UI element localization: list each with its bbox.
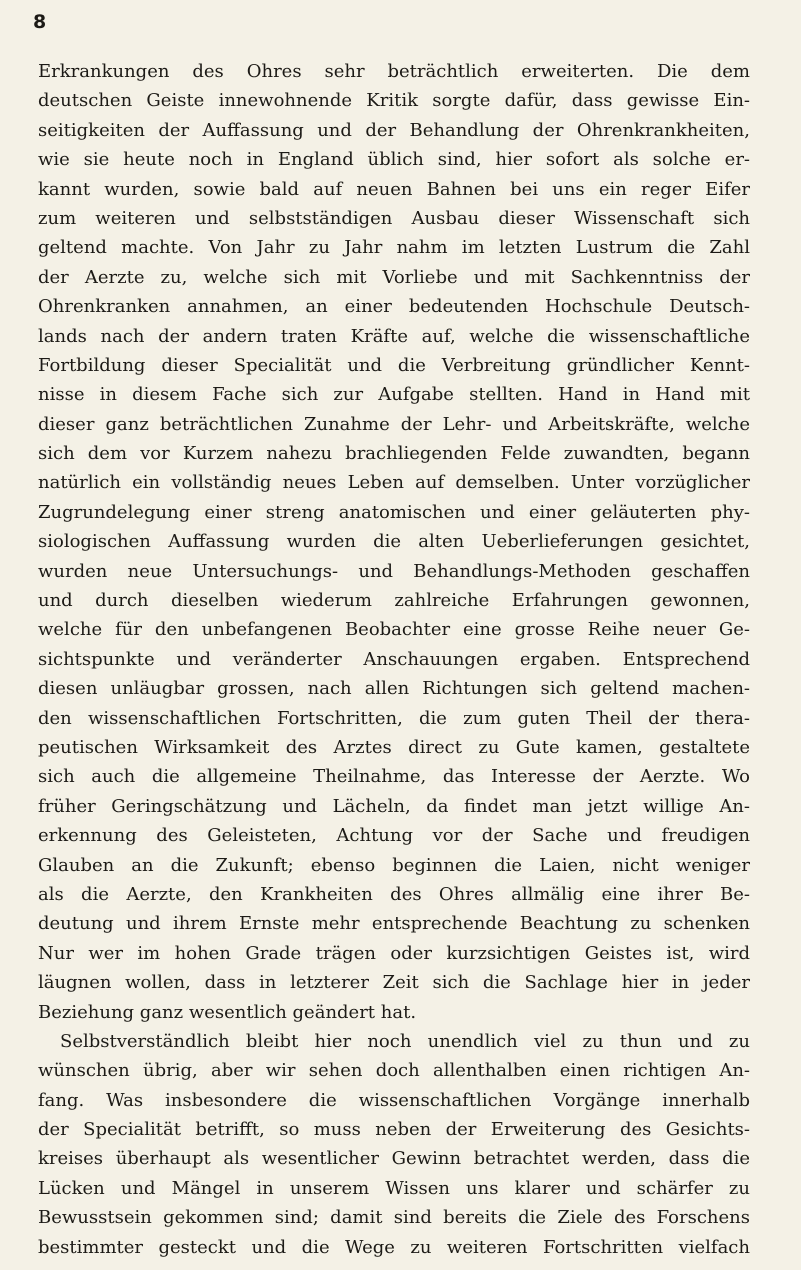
text-line: Lücken und Mängel in unserem Wissen uns klarer und schärfer zu — [38, 1177, 750, 1199]
body-text — [38, 57, 750, 1262]
text-line: Nur wer im hohen Grade trägen oder kurzsichtigen Geistes ist, wird — [38, 942, 750, 964]
text-line: peutischen Wirksamkeit des Arztes direct zu Gute kamen, gestaltete — [38, 736, 750, 758]
text-line: Fortbildung dieser Specialität und die Verbreitung gründlicher Kennt- — [38, 354, 750, 376]
text-line: der Aerzte zu, welche sich mit Vorliebe und mit Sachkenntniss der — [38, 266, 750, 288]
text-line: geltend machte. Von Jahr zu Jahr nahm im letzten Lustrum die Zahl — [38, 237, 750, 259]
text-line: sichtspunkte und veränderter Anschauungen ergaben. Entsprechend — [38, 648, 750, 670]
text-line: diesen unläugbar grossen, nach allen Richtungen sich geltend machen- — [38, 678, 750, 700]
text-line: dieser ganz beträchtlichen Zunahme der Lehr- und Arbeitskräfte, welche — [38, 413, 750, 435]
text-line: Glauben an die Zukunft; ebenso beginnen die Laien, nicht weniger — [38, 854, 750, 876]
text-line: Beziehung ganz wesentlich geändert hat. — [38, 1001, 417, 1023]
text-line: bestimmter gesteckt und die Wege zu weiteren Fortschritten vielfach — [38, 1236, 750, 1258]
text-line: nisse in diesem Fache sich zur Aufgabe stellten. Hand in Hand mit — [38, 384, 750, 406]
text-line: läugnen wollen, dass in letzterer Zeit sich die Sachlage hier in jeder — [38, 972, 750, 994]
text-line: Erkrankungen des Ohres sehr beträchtlich erweiterten. Die dem — [38, 61, 750, 82]
text-line: siologischen Auffassung wurden die alten Ueberlieferungen gesichtet, — [38, 531, 750, 553]
text-line: sich auch die allgemeine Theilnahme, das Interesse der Aerzte. Wo — [38, 766, 750, 788]
text-line: wie sie heute noch in England üblich sind, hier sofort als solche er- — [38, 149, 750, 171]
text-line: früher Geringschätzung und Lächeln, da findet man jetzt willige An- — [38, 795, 750, 817]
paragraph-2 — [38, 1027, 750, 1262]
text-line: erkennung des Geleisteten, Achtung vor der Sache und freudigen — [38, 825, 750, 847]
text-line: Bewusstsein gekommen sind; damit sind bereits die Ziele des Forschens — [38, 1207, 750, 1229]
text-line: als die Aerzte, den Krankheiten des Ohres allmälig eine ihrer Be- — [38, 883, 750, 905]
text-line: sich dem vor Kurzem nahezu brachliegenden Felde zuwandten, begann — [38, 443, 750, 465]
text-line: wünschen übrig, aber wir sehen doch allenthalben einen richtigen An- — [38, 1060, 750, 1082]
text-line: kreises überhaupt als wesentlicher Gewinn betrachtet werden, dass die — [38, 1148, 750, 1170]
text-line: deutung und ihrem Ernste mehr entsprechende Beachtung zu schenken — [38, 913, 750, 935]
text-line: der Specialität betrifft, so muss neben der Erweiterung des Gesichts- — [38, 1119, 750, 1141]
text-line: Zugrundelegung einer streng anatomischen und einer geläuterten phy- — [38, 501, 750, 523]
text-line: lands nach der andern traten Kräfte auf, welche die wissenschaftliche — [38, 325, 750, 347]
text-line: Selbstverständlich bleibt hier noch unendlich viel zu thun und zu — [60, 1030, 750, 1052]
text-line: Ohrenkranken annahmen, an einer bedeutenden Hochschule Deutsch- — [38, 296, 750, 318]
text-line: natürlich ein vollständig neues Leben auf demselben. Unter vorzüglicher — [38, 472, 750, 494]
text-line: wurden neue Untersuchungs- und Behandlungs-Methoden geschaffen — [38, 560, 750, 582]
text-line: den wissenschaftlichen Fortschritten, die zum guten Theil der thera- — [38, 707, 750, 729]
text-line: kannt wurden, sowie bald auf neuen Bahnen bei uns ein reger Eifer — [38, 178, 750, 200]
text-line: und durch dieselben wiederum zahlreiche Erfahrungen gewonnen, — [38, 590, 750, 612]
page-number: 8 — [33, 11, 47, 33]
text-line: zum weiteren und selbstständigen Ausbau dieser Wissenschaft sich — [38, 207, 750, 229]
paragraph-1 — [38, 57, 750, 1027]
text-line: fang. Was insbesondere die wissenschaftlichen Vorgänge innerhalb — [38, 1089, 750, 1111]
text-line: seitigkeiten der Auffassung und der Behandlung der Ohrenkrankheiten, — [38, 119, 750, 141]
text-line: deutschen Geiste innewohnende Kritik sorgte dafür, dass gewisse Ein- — [38, 90, 750, 112]
text-line: welche für den unbefangenen Beobachter eine grosse Reihe neuer Ge- — [38, 619, 750, 641]
